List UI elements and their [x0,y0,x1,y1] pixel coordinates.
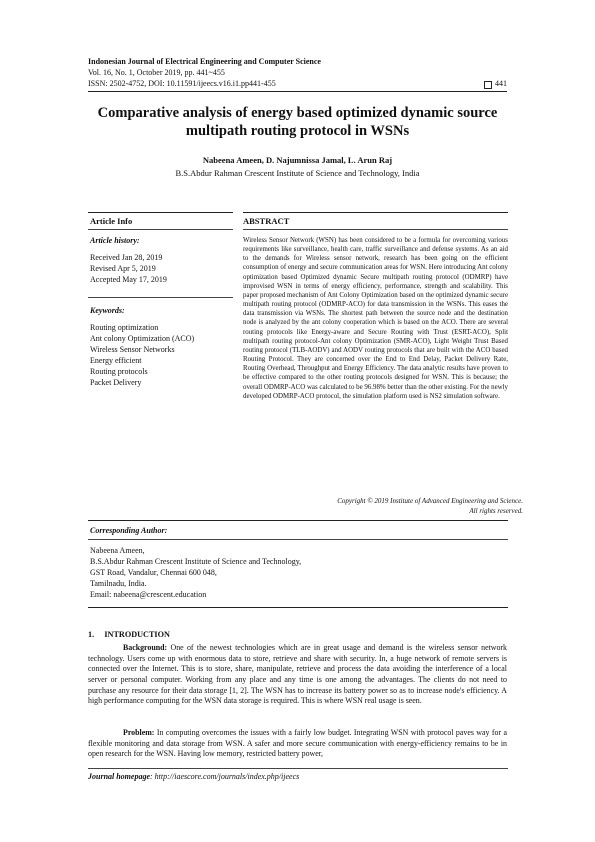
corresponding-institution: B.S.Abdur Rahman Crescent Institute of Science and Technology, [90,557,302,566]
corresponding-top-rule [88,520,508,521]
problem-lead: Problem: [123,728,155,737]
keywords-heading: Keywords: [90,306,125,315]
affiliation: B.S.Abdur Rahman Crescent Institute of Science and Technology, India [175,168,420,178]
paper-title: Comparative analysis of energy based optimized dynamic source multipath routing protocol in WSNs [97,105,498,139]
issn-doi: ISSN: 2502-4752, DOI: 10.11591/ijeecs.v16.i1.pp441-455 [88,79,276,88]
abstract-heading: ABSTRACT [243,216,290,226]
article-info-heading: Article Info [90,216,133,226]
copyright-notice [243,496,523,516]
homepage-label: Journal homepage [88,772,151,781]
problem-text: In computing overcomes the issues with a fairly low budget. Integrating WSN with protocol paves way for a flexible monitoring and data storage from WSN. A safer and more secure communication with energy-efficiency remains to be in open research for the WSN. Having low memory, restricted battery power, [88,728,507,759]
corresponding-bottom-rule [88,607,508,608]
header-rule [88,91,507,92]
received-date: Received Jan 28, 2019 [90,253,163,262]
copyright-line: Copyright © 2019 Institute of Advanced Engineering and Science. [337,497,523,505]
background-lead: Background: [123,643,168,652]
journal-name: Indonesian Journal of Electrical Engineering and Computer Science [88,57,321,66]
corresponding-email: Email: nabeena@crescent.education [90,590,207,599]
abstract-sub-rule [243,229,508,230]
keyword-item: Wireless Sensor Networks [90,345,175,354]
introduction-heading: 1. INTRODUCTION [88,630,170,639]
article-info-sub-rule [88,229,233,230]
keywords-rule [88,297,233,298]
accepted-date: Accepted May 17, 2019 [90,275,167,284]
history-heading: Article history: [90,236,140,245]
keyword-item: Ant colony Optimization (ACO) [90,334,195,343]
abstract-text: Wireless Sensor Network (WSN) has been considered to be a formula for overcoming various requirements like surveillance, health care, traffic surveillance and defense systems. As an aid to the demands for Wireless sensor network, research has been going on the efficient consumption of energy and secure communication areas for WSN. Here introducing Ant colony optimization based Optimized dynamic Secure multipath routing protocol (ODMRP) have improvised WSN in terms of energy efficiency, performance, strength and scalability. This paper proposed mechanism of Ant Colony Optimization based on the optimized dynamic secure multipath routing protocol (ODMRP-ACO) for data transmission in the WSNs. This eases the data transmission via WSNs. The shortest path between the source node and the destination node is analyzed by the ant colony cooperation which is based on the ACO. There are several routing protocols like Energy-aware and Secure Routing with Trust (ESRT-ACO), Split multipath routing protocol-Ant colony Optimization (SMR-ACO), Light Weight Trust Based routing protocol (TLB-AODV) and AODV routing protocols that are built with the ACO based Routing Protocol. They are concerned over the End to End Delay, Packet Delivery Rate, Routing Overhead, Throughput and Energy Efficiency. The data analytic results have proven to be effective compared to the other routing protocols designed for WSN. This is because; the overall ODMRP-ACO was calculated to be 96.98% better than the other existing. For the newly developed ODMRP-ACO protocol, the simulation platform used is NS2 simulation software. [243,237,508,400]
footer-rule [88,768,508,769]
volume-info: Vol. 16, No. 1, October 2019, pp. 441~455 [88,68,225,77]
corresponding-address: GST Road, Vandalur, Chennai 600 048, [90,568,217,577]
homepage-url[interactable]: : http://iaescore.com/journals/index.php/ijeecs [150,772,300,781]
corresponding-heading: Corresponding Author: [90,526,168,535]
abstract-top-rule [243,212,508,213]
intro-paragraph-2 [88,728,507,760]
keyword-item: Packet Delivery [90,378,142,387]
keyword-item: Routing optimization [90,323,159,332]
journal-homepage [88,772,299,781]
page-box-icon [484,81,492,89]
rights-line: All rights reserved. [469,507,523,515]
keyword-item: Routing protocols [90,367,148,376]
corresponding-sub-rule [88,539,508,540]
intro-paragraph-1 [88,643,507,707]
page-number: 441 [495,79,507,88]
background-text: One of the newest technologies which are in great usage and demand is the wireless sensor network technology. Users come up with enormous data to store, retrieve and share with security. In, a huge network of remote servers is connected over the Internet. This is to store, share, manipulate, retrieve and process the data avoiding the interference of a local server or personal computer. Working from any place and any time is one among the advantages. The clients do not need to purchase any resource for their data storage [1, 2]. The WSN has to increase its battery power so as to increase node's efficiency. A high performance computing for the WSN data storage is required. This is where WSN real usage is seen. [88,643,507,706]
corresponding-name: Nabeena Ameen, [90,546,145,555]
corresponding-state: Tamilnadu, India. [90,579,147,588]
revised-date: Revised Apr 5, 2019 [90,264,156,273]
article-info-top-rule [88,212,233,213]
keyword-item: Energy efficient [90,356,142,365]
authors: Nabeena Ameen, D. Najumnissa Jamal, L. Arun Raj [202,155,393,165]
